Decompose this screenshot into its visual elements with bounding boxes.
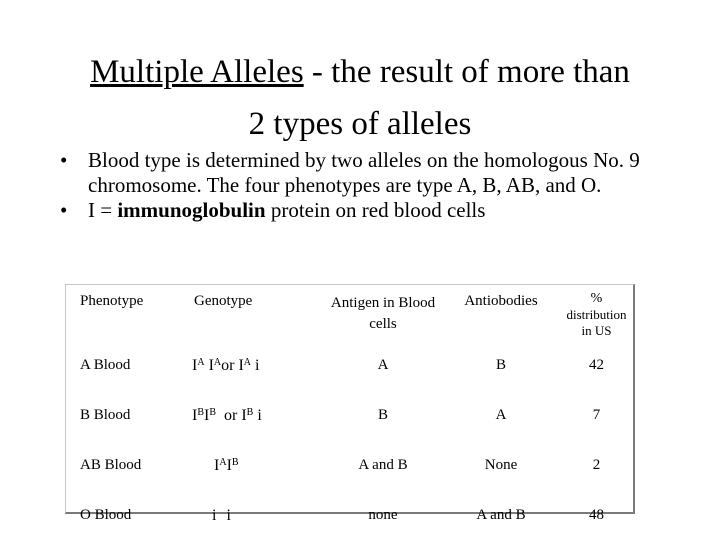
genotype-superscript: A xyxy=(197,357,205,368)
genotype-superscript: B xyxy=(231,457,239,468)
blood-type-table xyxy=(65,284,635,524)
header-percent xyxy=(560,285,633,349)
cell-antibodies: A xyxy=(495,407,507,423)
title-line-2: 2 types of alleles xyxy=(248,106,472,142)
bullet-marker: • xyxy=(60,198,68,222)
genotype-allele: I xyxy=(204,407,210,424)
header-antibodies: Antiobodies xyxy=(464,293,538,309)
bullet-marker: • xyxy=(60,148,68,172)
bullet-list xyxy=(60,148,680,223)
genotype-superscript: B xyxy=(197,407,204,418)
cell-antibodies: A and B xyxy=(476,507,526,523)
genotype-allele: I xyxy=(214,457,220,474)
genotype-allele: i xyxy=(253,407,262,424)
cell-genotype xyxy=(178,349,324,399)
genotype-superscript: A xyxy=(219,457,227,468)
genotype-allele: or I xyxy=(216,407,247,424)
cell-genotype xyxy=(178,399,324,449)
cell-antigen: none xyxy=(368,507,398,523)
table-row xyxy=(66,449,633,499)
cell-phenotype: O Blood xyxy=(80,507,132,523)
cell-antibodies: B xyxy=(495,357,506,373)
genotype-superscript: B xyxy=(246,407,254,418)
cell-genotype xyxy=(178,449,324,499)
cell-genotype: i i xyxy=(212,507,234,524)
table-row xyxy=(66,499,633,549)
bullet-text-bold: immunoglobulin xyxy=(117,198,266,222)
genotype-allele: I xyxy=(204,357,214,374)
cell-antigen: B xyxy=(377,407,388,423)
cell-percent: 48 xyxy=(589,507,604,523)
slide-title xyxy=(40,46,680,150)
cell-antigen: A and B xyxy=(358,457,408,473)
table-header-row xyxy=(66,285,633,349)
title-underlined: Multiple Alleles xyxy=(90,54,304,90)
header-genotype: Genotype xyxy=(194,293,253,309)
cell-percent: 7 xyxy=(592,407,601,423)
header-antigen: Antigen in Blood cells xyxy=(330,295,436,332)
table-row xyxy=(66,399,633,449)
genotype-allele: I xyxy=(192,357,198,374)
title-rest: - the result of more than xyxy=(303,54,630,90)
genotype-superscript: A xyxy=(243,357,252,368)
bullet-text-pre: I = xyxy=(88,198,118,222)
header-percent-sub: distribution in US xyxy=(566,307,627,338)
genotype-allele: I xyxy=(192,407,198,424)
bullet-text-post: protein on red blood cells xyxy=(265,198,486,222)
cell-antigen: A xyxy=(377,357,389,373)
genotype-superscript: A xyxy=(213,357,222,368)
blood-type-grid xyxy=(66,285,633,549)
table-row xyxy=(66,349,633,399)
cell-phenotype: AB Blood xyxy=(80,457,142,473)
bullet-item-1 xyxy=(60,148,680,198)
header-phenotype: Phenotype xyxy=(80,293,144,309)
genotype-allele: or I xyxy=(221,357,244,374)
genotype-superscript: B xyxy=(209,407,216,418)
cell-phenotype: A Blood xyxy=(80,357,131,373)
title-line-1 xyxy=(40,46,680,98)
bullet-item-2 xyxy=(60,198,680,223)
cell-antibodies: None xyxy=(484,457,518,473)
cell-percent: 2 xyxy=(592,457,601,473)
bullet-text: Blood type is determined by two alleles on the homologous No. 9 chromosome. The four phenotypes are type A, B, AB, and O. xyxy=(88,148,640,197)
header-percent-symbol: % xyxy=(590,291,603,306)
cell-phenotype: B Blood xyxy=(80,407,131,423)
genotype-allele: I xyxy=(226,457,232,474)
genotype-allele: i xyxy=(251,357,260,374)
cell-percent: 42 xyxy=(589,357,604,373)
